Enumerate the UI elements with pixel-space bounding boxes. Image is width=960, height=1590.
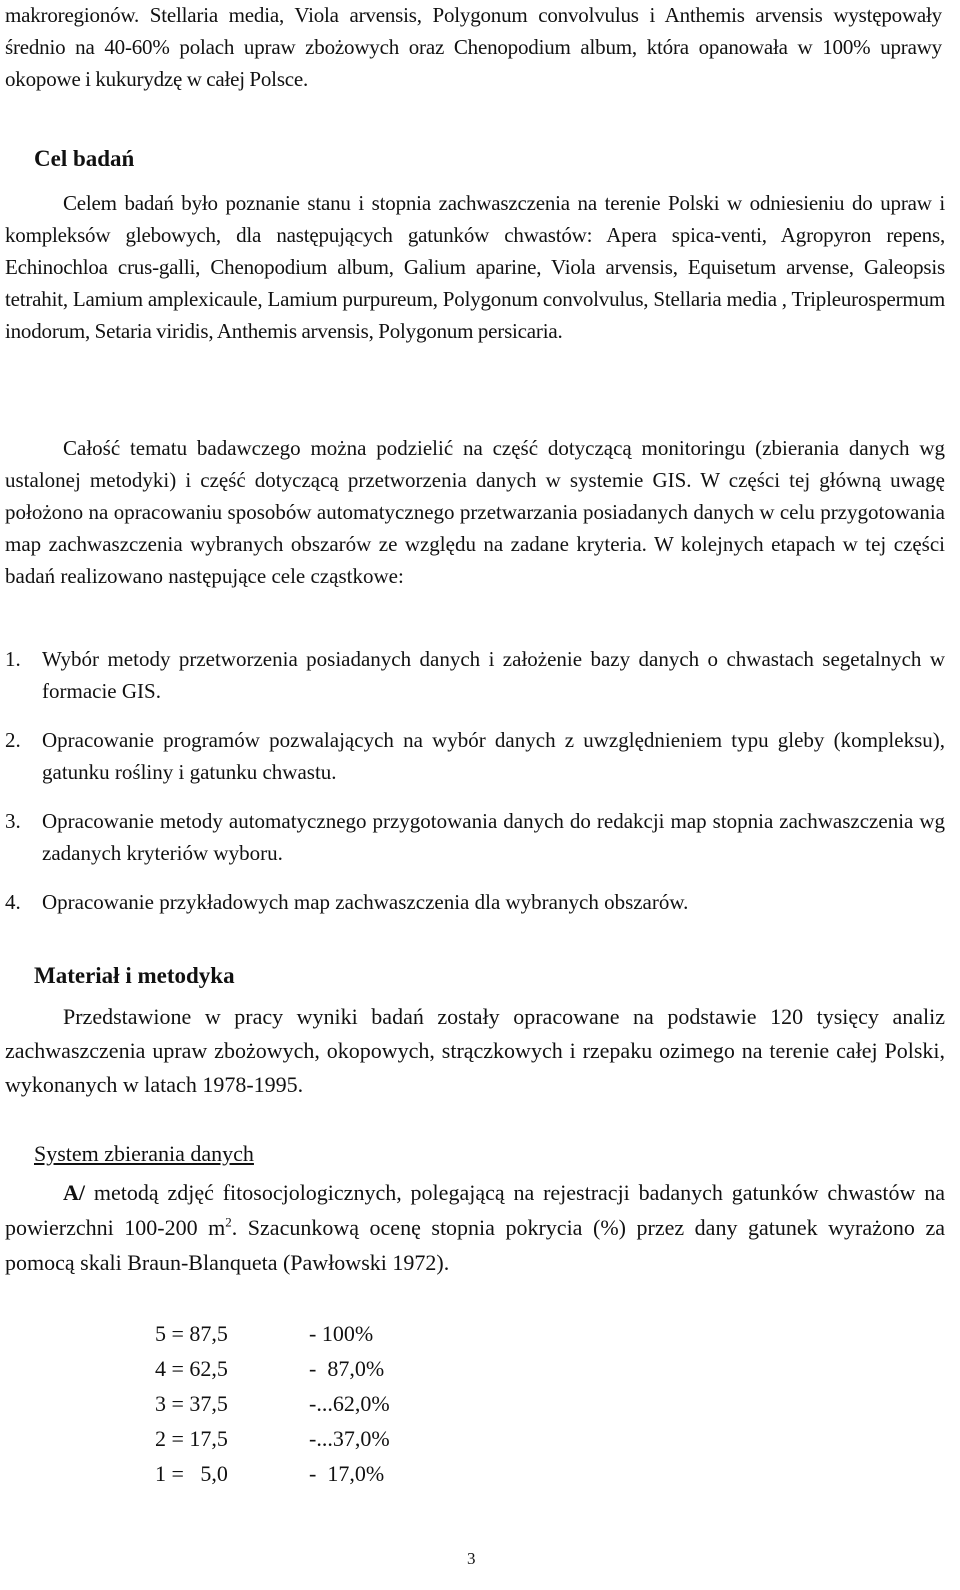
list-item-number: 4. [5,890,21,914]
cel-paragraph-1: Celem badań było poznanie stanu i stopnia zachwaszczenia na terenie Polski w odniesieniu do upraw i kompleksów glebowych, dla następujących gatunków chwastów: Apera spica-venti, Agropyron repens, Echinochloa crus-galli, Chenopodium album, Galium aparine, Viola arvensis, Equisetum arvense, Galeopsis tetrahit, Lamium amplexicaule, Lamium purpureum, Polygonum convolvulus, Stellaria media , Tripleurospermum inodorum, Setaria viridis, Anthemis arvensis, Polygonum persicaria. [5,191,945,343]
scale-value: 3 = 37,5 [155,1391,228,1416]
list-item-text: Opracowanie metody automatycznego przygotowania danych do redakcji map stopnia zachwaszczenia wg zadanych kryteriów wyboru. [42,809,945,865]
method-a-paragraph [5,1175,945,1280]
intro-paragraph: makroregionów. Stellaria media, Viola arvensis, Polygonum convolvulus i Anthemis arvensis występowały średnio na 40-60% polach upraw zbożowych oraz Chenopodium album, która opanowała w 100% uprawy okopowe i kukurydzę w całej Polsce. [5,3,942,91]
scale-row [155,1421,455,1456]
section-heading-material: Materiał i metodyka [34,963,235,988]
method-a-label: A/ [63,1180,85,1205]
list-item-text: Opracowanie przykładowych map zachwaszczenia dla wybranych obszarów. [42,890,689,914]
scale-range: - 17,0% [309,1461,385,1486]
scale-row [155,1316,455,1351]
list-item-number: 3. [5,809,21,833]
scale-range: - 100% [309,1321,374,1346]
list-item-number: 1. [5,647,21,671]
superscript: 2 [225,1214,232,1230]
list-item [5,724,945,788]
scale-row [155,1386,455,1421]
scale-row [155,1456,455,1491]
scale-range: -...62,0% [309,1391,390,1416]
scale-value: 5 = 87,5 [155,1321,228,1346]
scale-value: 2 = 17,5 [155,1426,228,1451]
list-item-number: 2. [5,728,21,752]
braun-blanquet-scale [155,1316,455,1491]
subheading-system: System zbierania danych [34,1141,254,1166]
cel-paragraph-2: Całość tematu badawczego można podzielić na część dotyczącą monitoringu (zbierania danych wg ustalonej metodyki) i część dotyczącą przetworzenia danych w systemie GIS. W części tej główną uwagę położono na opracowaniu sposobów automatycznego przetwarzania posiadanych danych w celu przygotowania map zachwaszczenia wybranych obszarów ze względu na zadane kryteria. W kolejnych etapach w tej części badań realizowano następujące cele cząstkowe: [5,436,945,588]
page-number: 3 [467,1549,476,1568]
method-a-text-cont: . Szacunkową ocenę stopnia pokrycia (%) przez dany gatunek wyrażono za pomocą skali Braun-Blanqueta (Pawłowski 1972). [5,1215,945,1275]
list-item-text: Opracowanie programów pozwalających na wybór danych z uwzględnieniem typu gleby (kompleksu), gatunku rośliny i gatunku chwastu. [42,728,945,784]
list-item [5,886,945,918]
list-item-text: Wybór metody przetworzenia posiadanych danych i założenie bazy danych o chwastach segetalnych w formacie GIS. [42,647,945,703]
material-paragraph-1: Przedstawione w pracy wyniki badań zostały opracowane na podstawie 120 tysięcy analiz zachwaszczenia upraw zbożowych, okopowych, strączkowych i rzepaku ozimego na terenie całej Polski, wykonanych w latach 1978-1995. [5,1004,945,1097]
scale-value: 1 = 5,0 [155,1461,228,1486]
scale-row [155,1351,455,1386]
list-item [5,643,945,707]
scale-range: -...37,0% [309,1426,390,1451]
list-item [5,805,945,869]
section-heading-cel: Cel badań [34,146,135,171]
goals-list [5,643,945,918]
scale-range: - 87,0% [309,1356,385,1381]
method-a-text: metodą zdjęć fitosocjologicznych, polegającą na rejestracji badanych gatunków chwastów na powierzchni 100-200 m [5,1180,945,1240]
scale-value: 4 = 62,5 [155,1356,228,1381]
